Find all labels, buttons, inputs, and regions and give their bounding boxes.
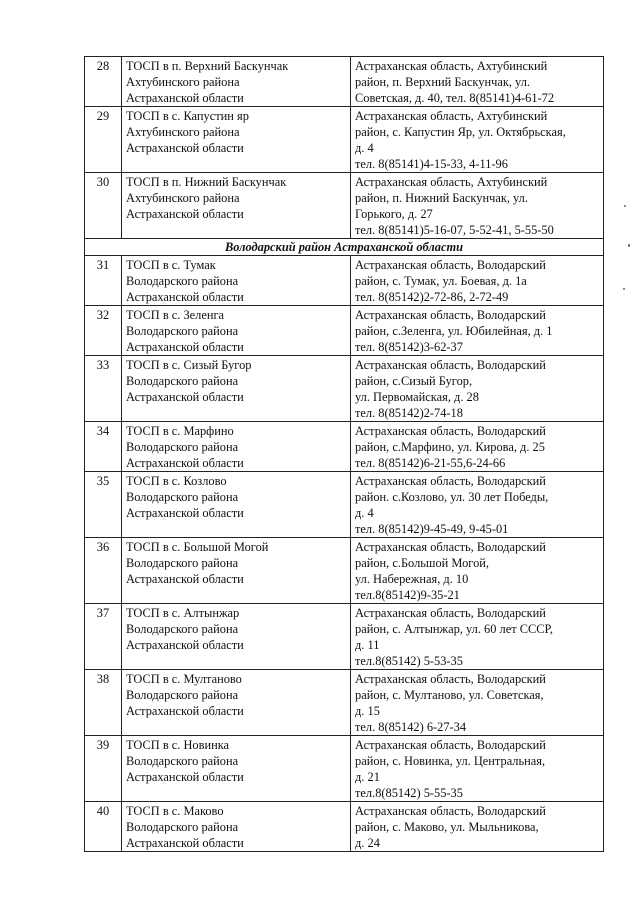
office-address-line: д. 21 [355,770,380,784]
office-address-cell [351,736,604,802]
office-name-cell [122,472,351,538]
row-number: 32 [85,306,122,356]
office-name-line: ТОСП в с. Капустин яр [126,109,249,123]
office-name-line: Астраханской области [126,141,244,155]
row-number: 28 [85,57,122,107]
office-name-cell [122,670,351,736]
office-address-line: д. 11 [355,638,380,652]
office-name-line: ТОСП в с. Мултаново [126,672,242,686]
office-name-cell [122,256,351,306]
office-name-line: Ахтубинского района [126,191,240,205]
office-name-cell [122,736,351,802]
office-name-line: Астраханской области [126,91,244,105]
table-row [85,604,604,670]
office-address-line: д. 15 [355,704,380,718]
office-name-line: Астраханской области [126,506,244,520]
office-name-line: ТОСП в с. Марфино [126,424,234,438]
section-row [85,239,604,256]
office-name-line: Володарского района [126,688,239,702]
row-number: 39 [85,736,122,802]
office-address-line: тел.8(85142) 5-55-35 [355,786,463,800]
office-name-line: ТОСП в п. Верхний Баскунчак [126,59,289,73]
office-address-cell [351,356,604,422]
office-address-line: тел. 8(85142)2-72-86, 2-72-49 [355,290,509,304]
office-address-cell [351,173,604,239]
scan-speck [628,244,630,247]
office-name-line: Астраханской области [126,572,244,586]
office-address-line: Астраханская область, Володарский [355,738,546,752]
office-name-line: Ахтубинского района [126,125,240,139]
office-name-line: ТОСП в п. Нижний Баскунчак [126,175,287,189]
office-address-line: тел. 8(85142)3-62-37 [355,340,463,354]
office-name-cell [122,422,351,472]
office-name-line: Володарского района [126,274,239,288]
office-address-line: Астраханская область, Ахтубинский [355,109,548,123]
office-name-line: Володарского района [126,556,239,570]
office-address-line: район. с.Козлово, ул. 30 лет Победы, [355,490,549,504]
office-name-line: ТОСП в с. Маково [126,804,224,818]
office-address-line: Астраханская область, Володарский [355,424,546,438]
office-address-line: тел. 8(85142) 6-27-34 [355,720,467,734]
office-address-line: Астраханская область, Володарский [355,308,546,322]
office-address-line: район, с.Зеленга, ул. Юбилейная, д. 1 [355,324,553,338]
office-address-line: Астраханская область, Володарский [355,474,546,488]
table-row [85,472,604,538]
office-name-line: Астраханской области [126,456,244,470]
office-name-line: ТОСП в с. Зеленга [126,308,225,322]
row-number: 33 [85,356,122,422]
row-number: 36 [85,538,122,604]
office-address-line: тел. 8(85142)2-74-18 [355,406,463,420]
office-name-cell [122,57,351,107]
office-name-cell [122,356,351,422]
office-address-line: Астраханская область, Володарский [355,672,546,686]
table-row [85,356,604,422]
office-address-cell [351,107,604,173]
office-name-line: Ахтубинского района [126,75,240,89]
table-row [85,306,604,356]
office-name-line: Астраханской области [126,340,244,354]
office-address-line: Астраханская область, Володарский [355,804,546,818]
table-row [85,256,604,306]
office-name-line: Володарского района [126,490,239,504]
office-address-line: тел.8(85142)9-35-21 [355,588,460,602]
rows-volodarsky [85,256,604,852]
office-name-line: Астраханской области [126,836,244,850]
office-address-line: район, с.Большой Могой, [355,556,489,570]
office-address-line: Астраханская область, Володарский [355,540,546,554]
office-name-cell [122,173,351,239]
office-name-cell [122,538,351,604]
office-address-line: Советская, д. 40, тел. 8(85141)4-61-72 [355,91,555,105]
office-name-line: Володарского района [126,622,239,636]
table-row [85,107,604,173]
office-name-line: Астраханской области [126,390,244,404]
office-name-line: ТОСП в с. Тумак [126,258,216,272]
office-address-cell [351,538,604,604]
office-address-line: Горького, д. 27 [355,207,433,221]
office-address-line: район, с. Капустин Яр, ул. Октябрьская, [355,125,566,139]
office-address-line: тел. 8(85141)5-16-07, 5-52-41, 5-55-50 [355,223,554,237]
office-address-line: Астраханская область, Ахтубинский [355,59,548,73]
row-number: 29 [85,107,122,173]
office-address-line: тел. 8(85142)6-21-55,6-24-66 [355,456,506,470]
office-address-line: тел. 8(85142)9-45-49, 9-45-01 [355,522,509,536]
office-address-line: Астраханская область, Ахтубинский [355,175,548,189]
office-address-cell [351,57,604,107]
row-number: 30 [85,173,122,239]
office-name-line: ТОСП в с. Новинка [126,738,230,752]
office-address-line: Астраханская область, Володарский [355,606,546,620]
row-number: 31 [85,256,122,306]
office-name-line: ТОСП в с. Большой Могой [126,540,269,554]
offices-table [84,56,604,852]
office-name-cell [122,604,351,670]
rows-akhtubinsky [85,57,604,239]
row-number: 37 [85,604,122,670]
office-address-line: район, с.Сизый Бугор, [355,374,473,388]
table-row [85,422,604,472]
office-name-line: ТОСП в с. Алтынжар [126,606,240,620]
office-address-line: д. 4 [355,506,374,520]
office-address-cell [351,670,604,736]
table-row [85,538,604,604]
office-address-line: район, с. Тумак, ул. Боевая, д. 1а [355,274,527,288]
row-number: 35 [85,472,122,538]
row-number: 40 [85,802,122,852]
scan-speck [624,205,626,207]
office-address-cell [351,256,604,306]
office-name-cell [122,802,351,852]
office-name-line: Астраханской области [126,207,244,221]
office-name-line: Астраханской области [126,290,244,304]
office-address-line: тел.8(85142) 5-53-35 [355,654,463,668]
office-address-cell [351,472,604,538]
office-address-line: район, с. Алтынжар, ул. 60 лет СССР, [355,622,553,636]
office-address-line: район, п. Нижний Баскунчак, ул. [355,191,528,205]
table-row [85,736,604,802]
table-row [85,802,604,852]
office-name-line: Астраханской области [126,638,244,652]
office-address-cell [351,802,604,852]
office-name-line: ТОСП в с. Сизый Бугор [126,358,252,372]
office-name-line: Володарского района [126,324,239,338]
office-address-line: ул. Первомайская, д. 28 [355,390,479,404]
office-address-cell [351,422,604,472]
office-address-line: ул. Набережная, д. 10 [355,572,469,586]
office-name-line: Володарского района [126,374,239,388]
office-address-line: д. 24 [355,836,380,850]
office-address-line: район, с. Новинка, ул. Центральная, [355,754,546,768]
table-row [85,670,604,736]
office-name-line: Володарского района [126,754,239,768]
office-name-line: ТОСП в с. Козлово [126,474,227,488]
office-address-line: Астраханская область, Володарский [355,358,546,372]
office-address-cell [351,604,604,670]
table-row [85,173,604,239]
office-address-line: район, с.Марфино, ул. Кирова, д. 25 [355,440,545,454]
scan-speck [623,288,625,290]
office-name-cell [122,107,351,173]
office-address-line: район, с. Мултаново, ул. Советская, [355,688,544,702]
office-address-line: тел. 8(85141)4-15-33, 4-11-96 [355,157,508,171]
office-name-line: Володарского района [126,820,239,834]
office-name-line: Володарского района [126,440,239,454]
section-volodarsky [85,239,604,256]
office-address-line: Астраханская область, Володарский [355,258,546,272]
office-address-line: район, с. Маково, ул. Мыльникова, [355,820,539,834]
row-number: 38 [85,670,122,736]
office-name-cell [122,306,351,356]
office-name-line: Астраханской области [126,704,244,718]
office-address-line: д. 4 [355,141,374,155]
table-row [85,57,604,107]
office-address-cell [351,306,604,356]
section-title: Володарский район Астраханской области [85,239,604,256]
row-number: 34 [85,422,122,472]
office-name-line: Астраханской области [126,770,244,784]
office-address-line: район, п. Верхний Баскунчак, ул. [355,75,530,89]
